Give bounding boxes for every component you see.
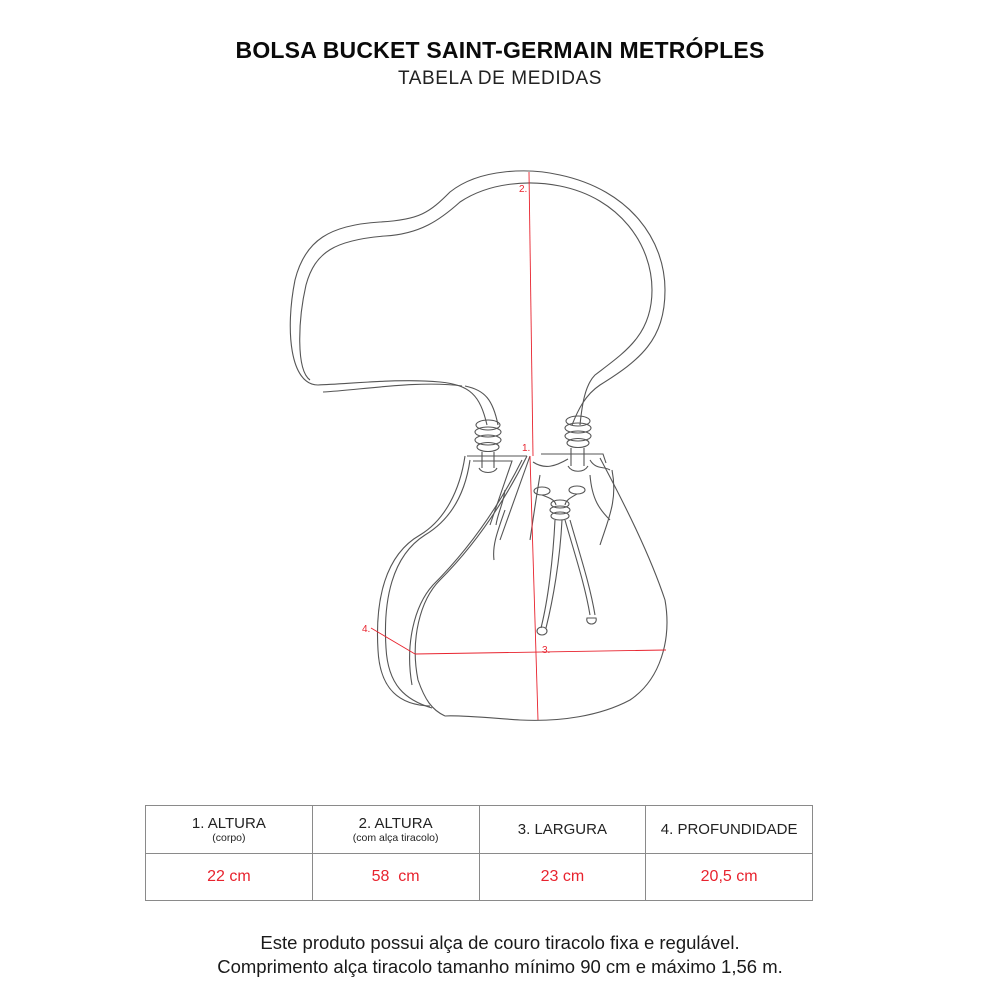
table-row (146, 854, 813, 901)
measurement-lines (371, 172, 666, 720)
header-cell-largura: 3. LARGURA (479, 806, 646, 854)
value-altura-alca: 58 cm (312, 854, 479, 901)
measurements-table (145, 805, 813, 901)
bag-left-panel (385, 460, 470, 708)
bag-body (445, 458, 667, 720)
label-2: 2. (519, 184, 528, 195)
value-profundidade: 20,5 cm (646, 854, 813, 901)
right-knot (565, 416, 591, 471)
value-altura-corpo: 22 cm (146, 854, 313, 901)
width-line (415, 650, 666, 654)
table-header-row (146, 806, 813, 854)
strap-inner-outline (300, 183, 652, 425)
label-4: 4. (362, 624, 371, 635)
height-strap-line (529, 172, 533, 456)
label-1: 1. (522, 443, 531, 454)
strap-note: Este produto possui alça de couro tiracolo fixa e regulável. (260, 932, 740, 953)
header-cell-profundidade: 4. PROFUNDIDADE (646, 806, 813, 854)
page-subtitle: TABELA DE MEDIDAS (397, 68, 603, 89)
label-3: 3. (542, 645, 551, 656)
header-cell-altura-corpo: 1. ALTURA (corpo) (146, 806, 313, 854)
strap-outline (290, 171, 665, 425)
left-knot (475, 420, 501, 473)
drawstring (534, 486, 596, 635)
header-cell-altura-alca: 2. ALTURA (com alça tiracolo) (312, 806, 479, 854)
value-largura: 23 cm (479, 854, 646, 901)
strap-length-note: Comprimento alça tiracolo tamanho mínimo 90 cm e máximo 1,56 m. (217, 956, 783, 977)
product-title: BOLSA BUCKET SAINT-GERMAIN METRÓPLES (235, 37, 765, 63)
